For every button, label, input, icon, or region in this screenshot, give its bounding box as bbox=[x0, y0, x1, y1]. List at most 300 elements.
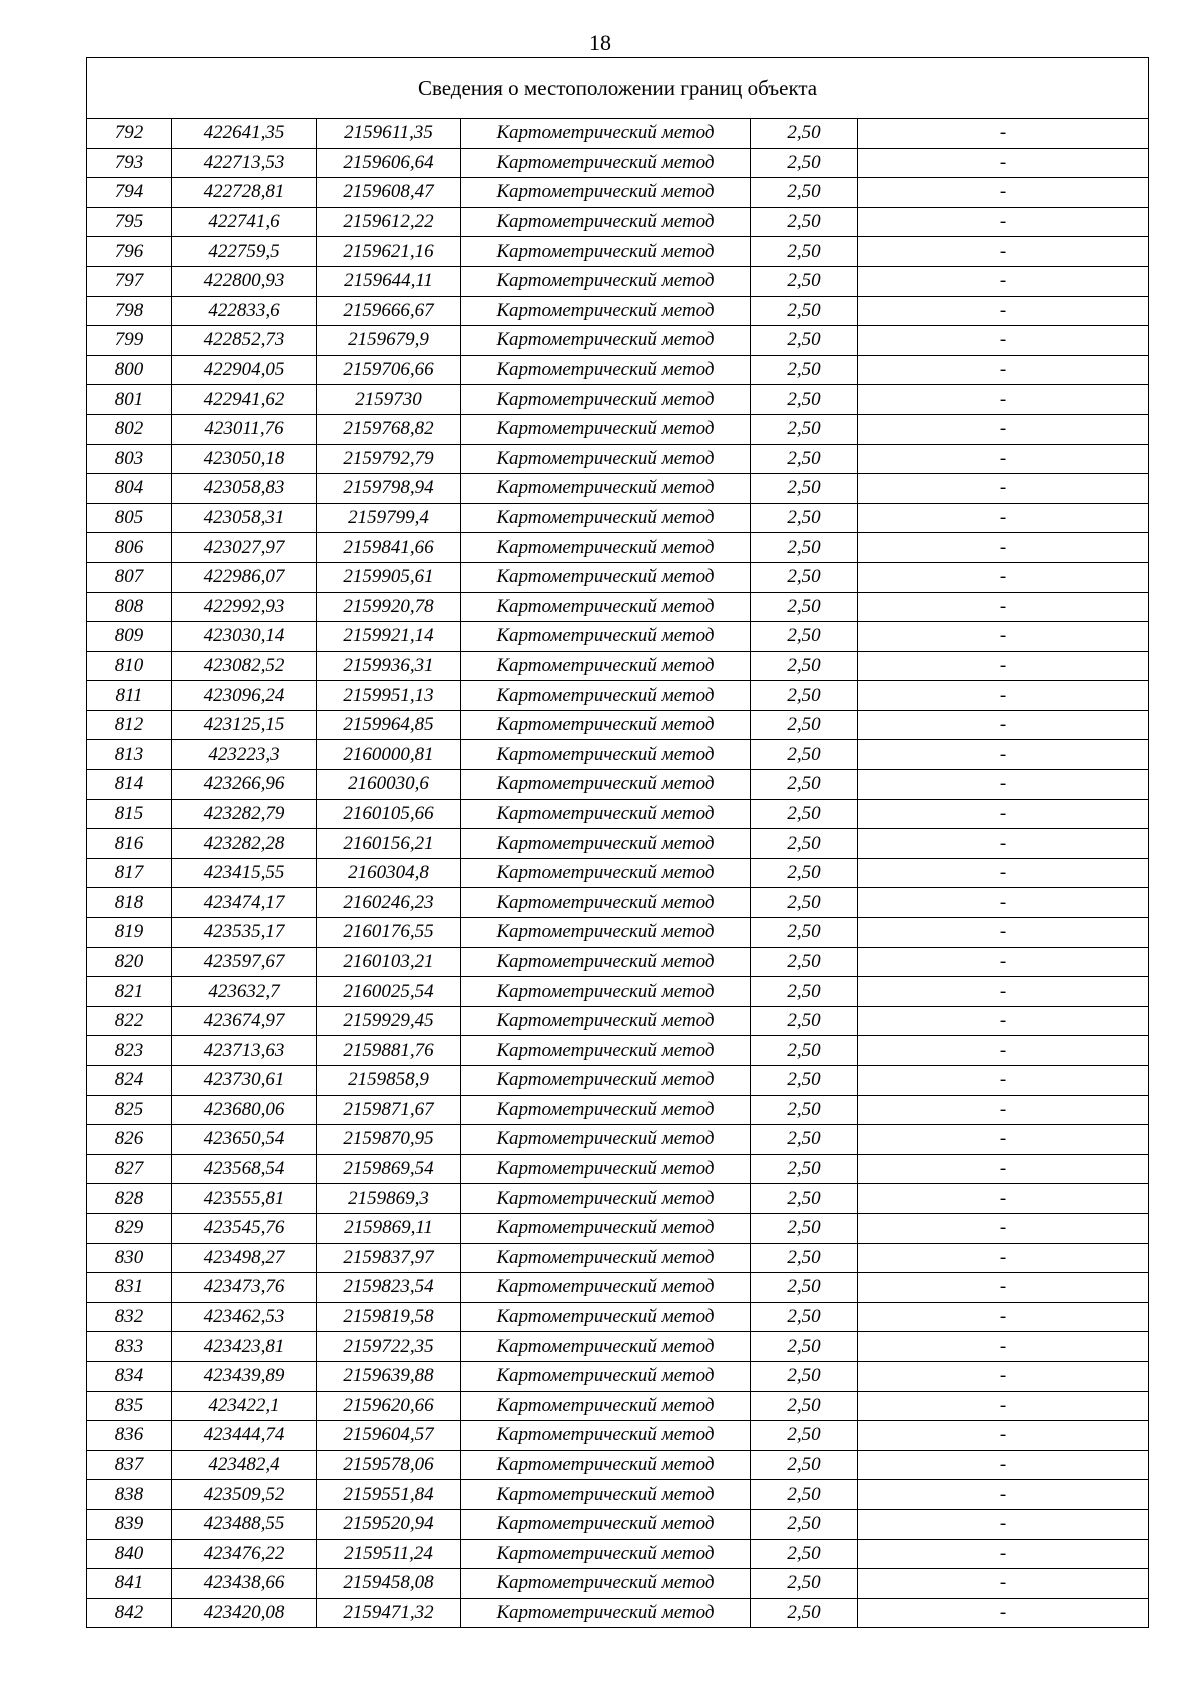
y-coordinate-cell: 2159604,57 bbox=[317, 1421, 461, 1451]
x-coordinate-cell: 423509,52 bbox=[172, 1480, 317, 1510]
x-coordinate-cell: 422641,35 bbox=[172, 119, 317, 149]
note-cell: - bbox=[858, 1569, 1149, 1599]
x-coordinate-cell: 423535,17 bbox=[172, 918, 317, 948]
method-cell: Картометрический метод bbox=[461, 740, 751, 770]
point-number-cell: 819 bbox=[87, 918, 172, 948]
table-row bbox=[87, 1243, 1149, 1273]
method-cell: Картометрический метод bbox=[461, 710, 751, 740]
method-cell: Картометрический метод bbox=[461, 770, 751, 800]
table-row bbox=[87, 355, 1149, 385]
y-coordinate-cell: 2159929,45 bbox=[317, 1006, 461, 1036]
method-cell: Картометрический метод bbox=[461, 237, 751, 267]
point-number-cell: 821 bbox=[87, 977, 172, 1007]
accuracy-cell: 2,50 bbox=[751, 947, 858, 977]
method-cell: Картометрический метод bbox=[461, 681, 751, 711]
table-row bbox=[87, 178, 1149, 208]
table-row bbox=[87, 1509, 1149, 1539]
x-coordinate-cell: 423058,83 bbox=[172, 474, 317, 504]
method-cell: Картометрический метод bbox=[461, 1539, 751, 1569]
accuracy-cell: 2,50 bbox=[751, 178, 858, 208]
note-cell: - bbox=[858, 1095, 1149, 1125]
note-cell: - bbox=[858, 326, 1149, 356]
note-cell: - bbox=[858, 1213, 1149, 1243]
accuracy-cell: 2,50 bbox=[751, 1509, 858, 1539]
table-row bbox=[87, 562, 1149, 592]
accuracy-cell: 2,50 bbox=[751, 326, 858, 356]
table-row bbox=[87, 148, 1149, 178]
note-cell: - bbox=[858, 1361, 1149, 1391]
table-row bbox=[87, 414, 1149, 444]
x-coordinate-cell: 422713,53 bbox=[172, 148, 317, 178]
x-coordinate-cell: 423555,81 bbox=[172, 1184, 317, 1214]
x-coordinate-cell: 423423,81 bbox=[172, 1332, 317, 1362]
x-coordinate-cell: 423597,67 bbox=[172, 947, 317, 977]
y-coordinate-cell: 2159951,13 bbox=[317, 681, 461, 711]
point-number-cell: 834 bbox=[87, 1361, 172, 1391]
y-coordinate-cell: 2159869,54 bbox=[317, 1154, 461, 1184]
accuracy-cell: 2,50 bbox=[751, 592, 858, 622]
note-cell: - bbox=[858, 1302, 1149, 1332]
method-cell: Картометрический метод bbox=[461, 977, 751, 1007]
y-coordinate-cell: 2159871,67 bbox=[317, 1095, 461, 1125]
point-number-cell: 838 bbox=[87, 1480, 172, 1510]
accuracy-cell: 2,50 bbox=[751, 858, 858, 888]
x-coordinate-cell: 423439,89 bbox=[172, 1361, 317, 1391]
y-coordinate-cell: 2159666,67 bbox=[317, 296, 461, 326]
note-cell: - bbox=[858, 592, 1149, 622]
table-row bbox=[87, 1450, 1149, 1480]
note-cell: - bbox=[858, 1184, 1149, 1214]
y-coordinate-cell: 2159608,47 bbox=[317, 178, 461, 208]
y-coordinate-cell: 2159679,9 bbox=[317, 326, 461, 356]
table-row bbox=[87, 326, 1149, 356]
method-cell: Картометрический метод bbox=[461, 1598, 751, 1628]
method-cell: Картометрический метод bbox=[461, 622, 751, 652]
x-coordinate-cell: 423730,61 bbox=[172, 1066, 317, 1096]
accuracy-cell: 2,50 bbox=[751, 1391, 858, 1421]
accuracy-cell: 2,50 bbox=[751, 681, 858, 711]
point-number-cell: 832 bbox=[87, 1302, 172, 1332]
point-number-cell: 842 bbox=[87, 1598, 172, 1628]
table-row bbox=[87, 207, 1149, 237]
point-number-cell: 829 bbox=[87, 1213, 172, 1243]
y-coordinate-cell: 2160103,21 bbox=[317, 947, 461, 977]
point-number-cell: 793 bbox=[87, 148, 172, 178]
method-cell: Картометрический метод bbox=[461, 1569, 751, 1599]
note-cell: - bbox=[858, 207, 1149, 237]
y-coordinate-cell: 2159920,78 bbox=[317, 592, 461, 622]
accuracy-cell: 2,50 bbox=[751, 1598, 858, 1628]
table-row bbox=[87, 710, 1149, 740]
table-row bbox=[87, 1480, 1149, 1510]
note-cell: - bbox=[858, 1480, 1149, 1510]
table-row bbox=[87, 1539, 1149, 1569]
accuracy-cell: 2,50 bbox=[751, 1421, 858, 1451]
note-cell: - bbox=[858, 1509, 1149, 1539]
x-coordinate-cell: 423082,52 bbox=[172, 651, 317, 681]
note-cell: - bbox=[858, 799, 1149, 829]
table-row bbox=[87, 119, 1149, 149]
y-coordinate-cell: 2160176,55 bbox=[317, 918, 461, 948]
note-cell: - bbox=[858, 1243, 1149, 1273]
note-cell: - bbox=[858, 1421, 1149, 1451]
y-coordinate-cell: 2159921,14 bbox=[317, 622, 461, 652]
accuracy-cell: 2,50 bbox=[751, 1539, 858, 1569]
y-coordinate-cell: 2159611,35 bbox=[317, 119, 461, 149]
table-row bbox=[87, 829, 1149, 859]
note-cell: - bbox=[858, 681, 1149, 711]
table-row bbox=[87, 1036, 1149, 1066]
point-number-cell: 806 bbox=[87, 533, 172, 563]
x-coordinate-cell: 422941,62 bbox=[172, 385, 317, 415]
method-cell: Картометрический метод bbox=[461, 296, 751, 326]
accuracy-cell: 2,50 bbox=[751, 829, 858, 859]
note-cell: - bbox=[858, 237, 1149, 267]
note-cell: - bbox=[858, 1332, 1149, 1362]
note-cell: - bbox=[858, 355, 1149, 385]
x-coordinate-cell: 423223,3 bbox=[172, 740, 317, 770]
method-cell: Картометрический метод bbox=[461, 1095, 751, 1125]
accuracy-cell: 2,50 bbox=[751, 148, 858, 178]
method-cell: Картометрический метод bbox=[461, 592, 751, 622]
point-number-cell: 823 bbox=[87, 1036, 172, 1066]
y-coordinate-cell: 2160105,66 bbox=[317, 799, 461, 829]
note-cell: - bbox=[858, 977, 1149, 1007]
x-coordinate-cell: 423058,31 bbox=[172, 503, 317, 533]
point-number-cell: 796 bbox=[87, 237, 172, 267]
accuracy-cell: 2,50 bbox=[751, 1066, 858, 1096]
y-coordinate-cell: 2159471,32 bbox=[317, 1598, 461, 1628]
accuracy-cell: 2,50 bbox=[751, 237, 858, 267]
method-cell: Картометрический метод bbox=[461, 1480, 751, 1510]
accuracy-cell: 2,50 bbox=[751, 1450, 858, 1480]
point-number-cell: 840 bbox=[87, 1539, 172, 1569]
note-cell: - bbox=[858, 918, 1149, 948]
x-coordinate-cell: 422852,73 bbox=[172, 326, 317, 356]
y-coordinate-cell: 2159511,24 bbox=[317, 1539, 461, 1569]
point-number-cell: 803 bbox=[87, 444, 172, 474]
y-coordinate-cell: 2159620,66 bbox=[317, 1391, 461, 1421]
method-cell: Картометрический метод bbox=[461, 1125, 751, 1155]
y-coordinate-cell: 2159858,9 bbox=[317, 1066, 461, 1096]
y-coordinate-cell: 2160304,8 bbox=[317, 858, 461, 888]
accuracy-cell: 2,50 bbox=[751, 710, 858, 740]
accuracy-cell: 2,50 bbox=[751, 562, 858, 592]
y-coordinate-cell: 2159520,94 bbox=[317, 1509, 461, 1539]
x-coordinate-cell: 422759,5 bbox=[172, 237, 317, 267]
table-row bbox=[87, 1361, 1149, 1391]
note-cell: - bbox=[858, 710, 1149, 740]
table-row bbox=[87, 1391, 1149, 1421]
note-cell: - bbox=[858, 474, 1149, 504]
y-coordinate-cell: 2159578,06 bbox=[317, 1450, 461, 1480]
x-coordinate-cell: 423568,54 bbox=[172, 1154, 317, 1184]
point-number-cell: 802 bbox=[87, 414, 172, 444]
x-coordinate-cell: 423473,76 bbox=[172, 1273, 317, 1303]
point-number-cell: 825 bbox=[87, 1095, 172, 1125]
table-row bbox=[87, 444, 1149, 474]
page-number: 18 bbox=[589, 30, 611, 55]
point-number-cell: 833 bbox=[87, 1332, 172, 1362]
x-coordinate-cell: 423011,76 bbox=[172, 414, 317, 444]
table-row bbox=[87, 1273, 1149, 1303]
method-cell: Картометрический метод bbox=[461, 918, 751, 948]
accuracy-cell: 2,50 bbox=[751, 1361, 858, 1391]
point-number-cell: 841 bbox=[87, 1569, 172, 1599]
x-coordinate-cell: 423462,53 bbox=[172, 1302, 317, 1332]
accuracy-cell: 2,50 bbox=[751, 385, 858, 415]
table-row bbox=[87, 237, 1149, 267]
accuracy-cell: 2,50 bbox=[751, 1036, 858, 1066]
method-cell: Картометрический метод bbox=[461, 1361, 751, 1391]
accuracy-cell: 2,50 bbox=[751, 1480, 858, 1510]
point-number-cell: 813 bbox=[87, 740, 172, 770]
method-cell: Картометрический метод bbox=[461, 385, 751, 415]
y-coordinate-cell: 2159823,54 bbox=[317, 1273, 461, 1303]
note-cell: - bbox=[858, 562, 1149, 592]
method-cell: Картометрический метод bbox=[461, 1391, 751, 1421]
y-coordinate-cell: 2160246,23 bbox=[317, 888, 461, 918]
point-number-cell: 835 bbox=[87, 1391, 172, 1421]
method-cell: Картометрический метод bbox=[461, 1006, 751, 1036]
y-coordinate-cell: 2160030,6 bbox=[317, 770, 461, 800]
y-coordinate-cell: 2159639,88 bbox=[317, 1361, 461, 1391]
point-number-cell: 798 bbox=[87, 296, 172, 326]
note-cell: - bbox=[858, 829, 1149, 859]
accuracy-cell: 2,50 bbox=[751, 977, 858, 1007]
note-cell: - bbox=[858, 1598, 1149, 1628]
y-coordinate-cell: 2159606,64 bbox=[317, 148, 461, 178]
y-coordinate-cell: 2159458,08 bbox=[317, 1569, 461, 1599]
point-number-cell: 804 bbox=[87, 474, 172, 504]
x-coordinate-cell: 422986,07 bbox=[172, 562, 317, 592]
table-row bbox=[87, 1421, 1149, 1451]
note-cell: - bbox=[858, 651, 1149, 681]
x-coordinate-cell: 423420,08 bbox=[172, 1598, 317, 1628]
accuracy-cell: 2,50 bbox=[751, 355, 858, 385]
note-cell: - bbox=[858, 888, 1149, 918]
point-number-cell: 795 bbox=[87, 207, 172, 237]
x-coordinate-cell: 422728,81 bbox=[172, 178, 317, 208]
accuracy-cell: 2,50 bbox=[751, 207, 858, 237]
accuracy-cell: 2,50 bbox=[751, 918, 858, 948]
note-cell: - bbox=[858, 1006, 1149, 1036]
x-coordinate-cell: 423266,96 bbox=[172, 770, 317, 800]
point-number-cell: 815 bbox=[87, 799, 172, 829]
y-coordinate-cell: 2160156,21 bbox=[317, 829, 461, 859]
note-cell: - bbox=[858, 503, 1149, 533]
point-number-cell: 824 bbox=[87, 1066, 172, 1096]
accuracy-cell: 2,50 bbox=[751, 888, 858, 918]
note-cell: - bbox=[858, 1391, 1149, 1421]
table-row bbox=[87, 1006, 1149, 1036]
method-cell: Картометрический метод bbox=[461, 858, 751, 888]
y-coordinate-cell: 2159869,11 bbox=[317, 1213, 461, 1243]
accuracy-cell: 2,50 bbox=[751, 296, 858, 326]
y-coordinate-cell: 2159798,94 bbox=[317, 474, 461, 504]
x-coordinate-cell: 423438,66 bbox=[172, 1569, 317, 1599]
method-cell: Картометрический метод bbox=[461, 444, 751, 474]
note-cell: - bbox=[858, 947, 1149, 977]
x-coordinate-cell: 423674,97 bbox=[172, 1006, 317, 1036]
method-cell: Картометрический метод bbox=[461, 1332, 751, 1362]
accuracy-cell: 2,50 bbox=[751, 1213, 858, 1243]
table-row bbox=[87, 1184, 1149, 1214]
note-cell: - bbox=[858, 444, 1149, 474]
note-cell: - bbox=[858, 119, 1149, 149]
y-coordinate-cell: 2159819,58 bbox=[317, 1302, 461, 1332]
y-coordinate-cell: 2159768,82 bbox=[317, 414, 461, 444]
method-cell: Картометрический метод bbox=[461, 266, 751, 296]
table-row bbox=[87, 1213, 1149, 1243]
table-row bbox=[87, 385, 1149, 415]
method-cell: Картометрический метод bbox=[461, 474, 751, 504]
note-cell: - bbox=[858, 1066, 1149, 1096]
table-row bbox=[87, 592, 1149, 622]
point-number-cell: 827 bbox=[87, 1154, 172, 1184]
y-coordinate-cell: 2160025,54 bbox=[317, 977, 461, 1007]
note-cell: - bbox=[858, 414, 1149, 444]
accuracy-cell: 2,50 bbox=[751, 651, 858, 681]
y-coordinate-cell: 2159799,4 bbox=[317, 503, 461, 533]
point-number-cell: 837 bbox=[87, 1450, 172, 1480]
method-cell: Картометрический метод bbox=[461, 326, 751, 356]
y-coordinate-cell: 2159837,97 bbox=[317, 1243, 461, 1273]
accuracy-cell: 2,50 bbox=[751, 266, 858, 296]
point-number-cell: 810 bbox=[87, 651, 172, 681]
point-number-cell: 801 bbox=[87, 385, 172, 415]
x-coordinate-cell: 422833,6 bbox=[172, 296, 317, 326]
accuracy-cell: 2,50 bbox=[751, 1243, 858, 1273]
x-coordinate-cell: 423096,24 bbox=[172, 681, 317, 711]
method-cell: Картометрический метод bbox=[461, 178, 751, 208]
note-cell: - bbox=[858, 296, 1149, 326]
table-row bbox=[87, 266, 1149, 296]
table-row bbox=[87, 947, 1149, 977]
table-row bbox=[87, 858, 1149, 888]
note-cell: - bbox=[858, 1539, 1149, 1569]
x-coordinate-cell: 423422,1 bbox=[172, 1391, 317, 1421]
accuracy-cell: 2,50 bbox=[751, 533, 858, 563]
method-cell: Картометрический метод bbox=[461, 533, 751, 563]
method-cell: Картометрический метод bbox=[461, 1066, 751, 1096]
note-cell: - bbox=[858, 178, 1149, 208]
y-coordinate-cell: 2159612,22 bbox=[317, 207, 461, 237]
x-coordinate-cell: 423632,7 bbox=[172, 977, 317, 1007]
table-row bbox=[87, 740, 1149, 770]
accuracy-cell: 2,50 bbox=[751, 1095, 858, 1125]
note-cell: - bbox=[858, 148, 1149, 178]
point-number-cell: 792 bbox=[87, 119, 172, 149]
accuracy-cell: 2,50 bbox=[751, 1006, 858, 1036]
accuracy-cell: 2,50 bbox=[751, 1125, 858, 1155]
point-number-cell: 820 bbox=[87, 947, 172, 977]
y-coordinate-cell: 2159730 bbox=[317, 385, 461, 415]
accuracy-cell: 2,50 bbox=[751, 799, 858, 829]
table-row bbox=[87, 1332, 1149, 1362]
table-row bbox=[87, 1066, 1149, 1096]
accuracy-cell: 2,50 bbox=[751, 1302, 858, 1332]
x-coordinate-cell: 423444,74 bbox=[172, 1421, 317, 1451]
x-coordinate-cell: 423027,97 bbox=[172, 533, 317, 563]
method-cell: Картометрический метод bbox=[461, 651, 751, 681]
method-cell: Картометрический метод bbox=[461, 207, 751, 237]
method-cell: Картометрический метод bbox=[461, 829, 751, 859]
point-number-cell: 818 bbox=[87, 888, 172, 918]
table-row bbox=[87, 533, 1149, 563]
table-header-row bbox=[87, 58, 1149, 119]
y-coordinate-cell: 2159841,66 bbox=[317, 533, 461, 563]
method-cell: Картометрический метод bbox=[461, 1243, 751, 1273]
note-cell: - bbox=[858, 533, 1149, 563]
y-coordinate-cell: 2159722,35 bbox=[317, 1332, 461, 1362]
point-number-cell: 836 bbox=[87, 1421, 172, 1451]
accuracy-cell: 2,50 bbox=[751, 1332, 858, 1362]
x-coordinate-cell: 423498,27 bbox=[172, 1243, 317, 1273]
method-cell: Картометрический метод bbox=[461, 1213, 751, 1243]
x-coordinate-cell: 423050,18 bbox=[172, 444, 317, 474]
table-row bbox=[87, 651, 1149, 681]
point-number-cell: 805 bbox=[87, 503, 172, 533]
table-row bbox=[87, 1569, 1149, 1599]
table-row bbox=[87, 799, 1149, 829]
point-number-cell: 808 bbox=[87, 592, 172, 622]
x-coordinate-cell: 423282,28 bbox=[172, 829, 317, 859]
method-cell: Картометрический метод bbox=[461, 888, 751, 918]
point-number-cell: 812 bbox=[87, 710, 172, 740]
table-row bbox=[87, 770, 1149, 800]
x-coordinate-cell: 423482,4 bbox=[172, 1450, 317, 1480]
y-coordinate-cell: 2159644,11 bbox=[317, 266, 461, 296]
method-cell: Картометрический метод bbox=[461, 119, 751, 149]
method-cell: Картометрический метод bbox=[461, 1450, 751, 1480]
x-coordinate-cell: 423476,22 bbox=[172, 1539, 317, 1569]
note-cell: - bbox=[858, 1450, 1149, 1480]
note-cell: - bbox=[858, 266, 1149, 296]
method-cell: Картометрический метод bbox=[461, 414, 751, 444]
y-coordinate-cell: 2159964,85 bbox=[317, 710, 461, 740]
point-number-cell: 830 bbox=[87, 1243, 172, 1273]
y-coordinate-cell: 2159881,76 bbox=[317, 1036, 461, 1066]
point-number-cell: 831 bbox=[87, 1273, 172, 1303]
point-number-cell: 826 bbox=[87, 1125, 172, 1155]
method-cell: Картометрический метод bbox=[461, 355, 751, 385]
accuracy-cell: 2,50 bbox=[751, 740, 858, 770]
point-number-cell: 814 bbox=[87, 770, 172, 800]
accuracy-cell: 2,50 bbox=[751, 1184, 858, 1214]
point-number-cell: 811 bbox=[87, 681, 172, 711]
x-coordinate-cell: 423713,63 bbox=[172, 1036, 317, 1066]
x-coordinate-cell: 423030,14 bbox=[172, 622, 317, 652]
y-coordinate-cell: 2160000,81 bbox=[317, 740, 461, 770]
table-row bbox=[87, 622, 1149, 652]
x-coordinate-cell: 422904,05 bbox=[172, 355, 317, 385]
accuracy-cell: 2,50 bbox=[751, 1569, 858, 1599]
accuracy-cell: 2,50 bbox=[751, 474, 858, 504]
method-cell: Картометрический метод bbox=[461, 947, 751, 977]
method-cell: Картометрический метод bbox=[461, 799, 751, 829]
point-number-cell: 816 bbox=[87, 829, 172, 859]
table-row bbox=[87, 503, 1149, 533]
accuracy-cell: 2,50 bbox=[751, 770, 858, 800]
accuracy-cell: 2,50 bbox=[751, 1273, 858, 1303]
method-cell: Картометрический метод bbox=[461, 1184, 751, 1214]
method-cell: Картометрический метод bbox=[461, 503, 751, 533]
point-number-cell: 807 bbox=[87, 562, 172, 592]
accuracy-cell: 2,50 bbox=[751, 414, 858, 444]
method-cell: Картометрический метод bbox=[461, 148, 751, 178]
x-coordinate-cell: 423125,15 bbox=[172, 710, 317, 740]
